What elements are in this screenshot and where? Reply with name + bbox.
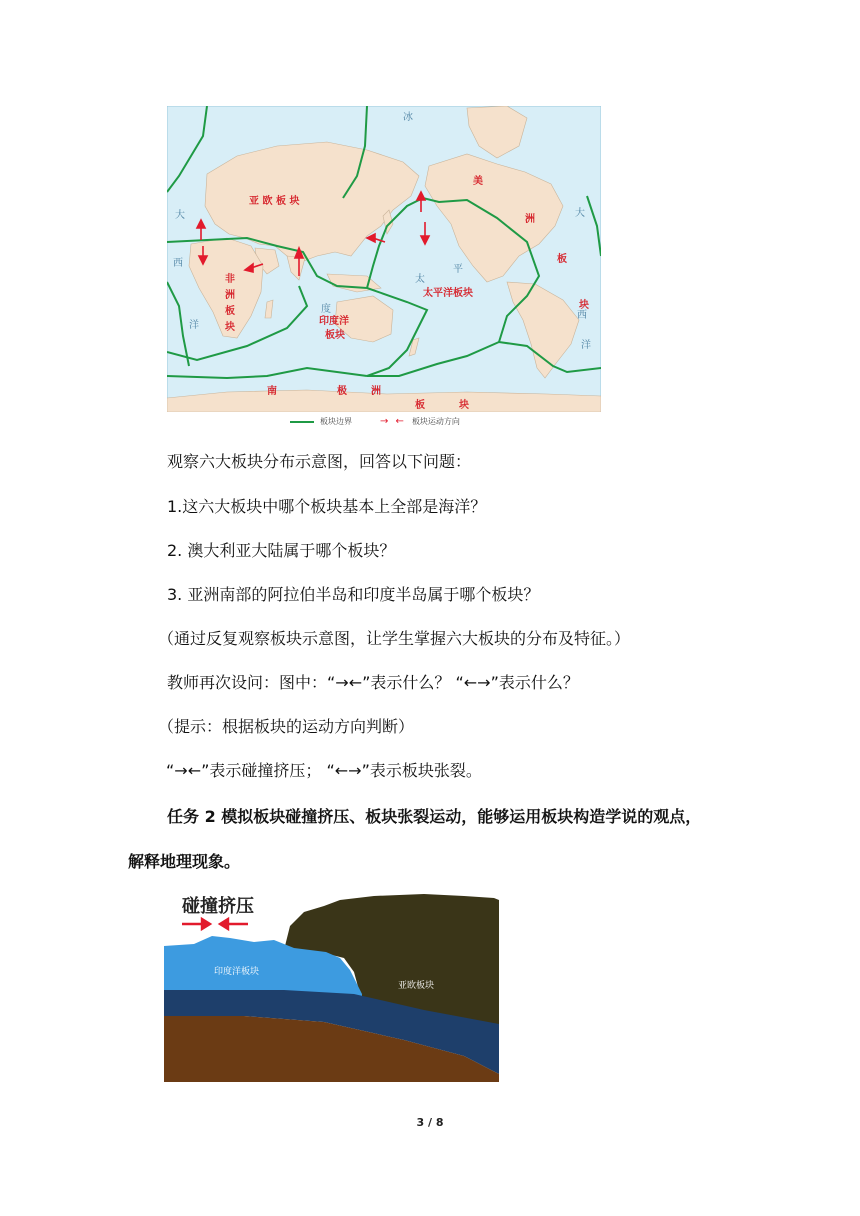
- label-america-4: 块: [579, 300, 589, 311]
- label-america-2: 洲: [525, 214, 535, 225]
- legend-boundary-line: [290, 421, 314, 423]
- label-pacific: 太平洋板块: [423, 288, 473, 299]
- label-da-right: 大: [575, 208, 585, 219]
- label-africa-4: 块: [225, 322, 235, 333]
- label-antarctic-3: 洲: [371, 386, 381, 397]
- legend-direction-label: 板块运动方向: [411, 417, 460, 426]
- label-xi-right: 西: [577, 310, 587, 321]
- page-number: 3 / 8: [416, 1116, 444, 1129]
- label-ice: 冰: [403, 112, 413, 123]
- indian-plate-label: 印度洋板块: [214, 967, 260, 977]
- label-africa-2: 洲: [225, 290, 235, 301]
- label-yang-left: 洋: [189, 320, 199, 331]
- teacher-question: 教师再次设问：图中：“→←”表示什么？ “←→”表示什么？: [167, 673, 579, 692]
- teaching-note: （通过反复观察板块示意图，让学生掌握六大板块的分布及特征。）: [158, 629, 631, 648]
- label-antarctic-4: 板: [415, 400, 425, 411]
- label-du: 度: [321, 304, 331, 315]
- label-antarctic-5: 块: [459, 400, 469, 411]
- label-yang-right: 洋: [581, 340, 591, 351]
- task-2-heading: 任务 2 模拟板块碰撞挤压、板块张裂运动，能够运用板块构造学说的观点，: [167, 807, 702, 826]
- label-antarctic-1: 南: [267, 386, 277, 397]
- label-america-3: 板: [557, 254, 567, 265]
- label-xi: 西: [173, 258, 183, 269]
- collision-diagram: [164, 890, 499, 1082]
- hint-text: （提示：根据板块的运动方向判断）: [158, 717, 415, 736]
- label-africa-3: 板: [225, 306, 235, 317]
- label-tai: 太: [415, 274, 425, 285]
- label-indian-1: 印度洋: [319, 316, 349, 327]
- collision-diagram-svg: [164, 890, 499, 1082]
- label-ping: 平: [453, 264, 463, 275]
- legend-boundary-label: 板块边界: [320, 417, 352, 426]
- question-3: 3. 亚洲南部的阿拉伯半岛和印度半岛属于哪个板块？: [167, 585, 540, 604]
- plate-map-svg: [167, 106, 601, 412]
- task-2-heading-cont: 解释地理现象。: [128, 852, 241, 871]
- label-eurasia: 亚 欧 板 块: [249, 196, 300, 207]
- label-indian-2: 板块: [325, 330, 345, 341]
- arrow-pair-icon: → ←: [380, 416, 406, 427]
- question-2: 2. 澳大利亚大陆属于哪个板块？: [167, 541, 396, 560]
- label-da-left: 大: [175, 210, 185, 221]
- intro-text: 观察六大板块分布示意图，回答以下问题：: [167, 452, 472, 471]
- plate-map: [167, 106, 601, 412]
- eurasia-plate-label: 亚欧板块: [398, 981, 435, 991]
- label-america-1: 美: [473, 176, 483, 187]
- diagram-title: 碰撞挤压: [182, 896, 254, 917]
- label-antarctic-2: 极: [337, 386, 347, 397]
- label-africa-1: 非: [225, 274, 235, 285]
- legend-boundary: [290, 416, 352, 427]
- legend-direction: [380, 416, 460, 427]
- answer-text: “→←”表示碰撞挤压； “←→”表示板块张裂。: [166, 761, 482, 780]
- question-1: 1.这六大板块中哪个板块基本上全部是海洋？: [167, 497, 487, 516]
